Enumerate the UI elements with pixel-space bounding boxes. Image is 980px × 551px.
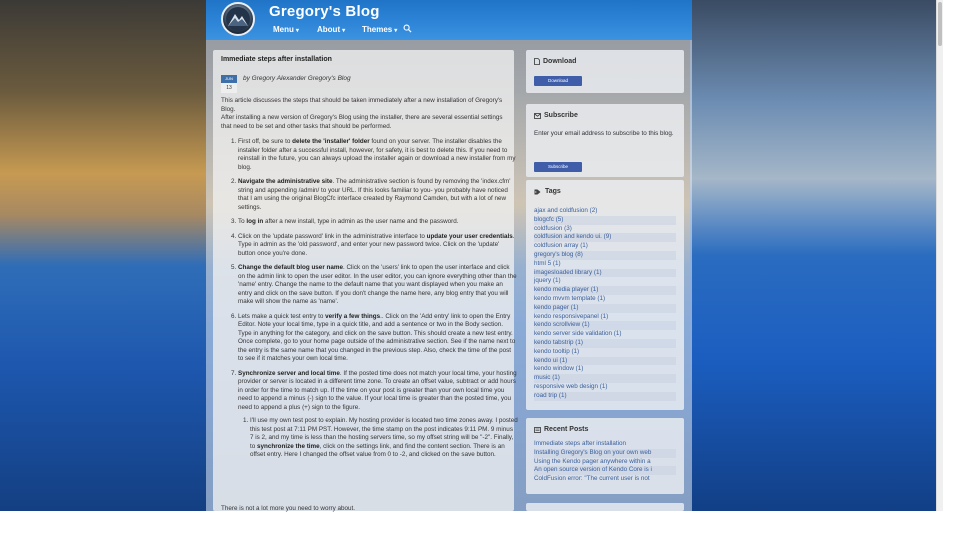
tag-link[interactable]: kendo window (1) — [534, 365, 584, 373]
post-continuation: There is not a lot more you need to worry about. — [221, 505, 356, 512]
download-button[interactable]: Download — [534, 76, 582, 86]
recent-post-link[interactable]: An open source version of Kendo Core is i — [534, 466, 676, 475]
sub-steps-list — [238, 417, 518, 460]
tag-link[interactable]: kendo tabstrip (1) — [534, 339, 676, 348]
post-intro — [221, 97, 503, 131]
nav-themes[interactable] — [362, 25, 397, 34]
tag-link[interactable]: kendo scrollview (1) — [534, 321, 676, 330]
newspaper-icon — [534, 427, 541, 433]
step-item — [238, 370, 518, 460]
nav-about[interactable] — [317, 25, 345, 34]
tag-link[interactable]: kendo server side validation (1) — [534, 330, 622, 338]
nav-about-label: About — [317, 25, 341, 34]
step-text: , click on the settings link, and find the content section. There is an offset entry. Here I changed the offset value from 0 to -2, and clicked on the save button. — [250, 442, 505, 458]
tag-link[interactable]: responsive web design (1) — [534, 382, 608, 390]
date-badge — [221, 75, 237, 95]
download-title-text: Download — [543, 58, 577, 65]
next-panel — [526, 503, 684, 511]
tag-link[interactable]: kendo responsivepanel (1) — [534, 312, 609, 320]
tag-link[interactable]: gregory's blog (8) — [534, 251, 676, 260]
background-left — [0, 0, 206, 511]
step-text: . Type in admin as the 'old password', and enter your new password twice. Click on the 'update' button once you're done. — [238, 232, 515, 257]
nav-menu-label: Menu — [273, 25, 294, 34]
subscribe-title — [534, 112, 578, 119]
tag-link[interactable]: coldfusion and kendo ui. (9) — [534, 233, 676, 242]
subscribe-button[interactable]: Subscribe — [534, 162, 582, 172]
step-bold: Change the default blog user name — [238, 264, 343, 271]
file-icon — [534, 58, 540, 65]
blog-title[interactable]: Gregory's Blog — [269, 3, 380, 20]
mountain-logo-icon — [225, 6, 251, 32]
tag-link[interactable]: blogcfc (5) — [534, 216, 676, 225]
tag-link[interactable]: kendo tooltip (1) — [534, 347, 580, 355]
envelope-icon — [534, 113, 541, 119]
blog-logo[interactable] — [221, 2, 255, 36]
page-bottom — [0, 511, 980, 551]
recent-posts-title-text: Recent Posts — [544, 426, 589, 433]
step-item — [238, 264, 518, 307]
tag-link[interactable]: coldfusion array (1) — [534, 242, 588, 250]
subscribe-description: Enter your email address to subscribe to this blog. — [534, 130, 674, 137]
intro-paragraph-1: This article discusses the steps that should be taken immediately after a new installation of Gregory's Blog. — [221, 97, 503, 113]
tag-list — [534, 207, 676, 401]
step-text: . Click on the 'users' link to open the user interface and click on the admin link to open the user editor. In the user editor, you can ignore everything other than the 'name' entry. Change the name to the default name that you want displayed when you make an entry and click on the save button. If you don't change the name here, any blog entry that you will make will show the name as 'name'. — [238, 264, 517, 305]
step-text: found on your server. The installer disables the installer folder after a successful install, however, for safety, it is best to delete this. If you need to reinstall in the future, you can always upload the installer again or download a new installer from my blog. — [238, 138, 516, 171]
tag-link[interactable]: imagesloaded library (1) — [534, 269, 676, 278]
post-title[interactable]: Immediate steps after installation — [221, 56, 332, 63]
step-bold: Navigate the administrative site — [238, 178, 333, 185]
recent-post-link[interactable]: ColdFusion error: "The current user is not — [534, 475, 650, 483]
date-month: JUN — [221, 75, 237, 83]
tag-link[interactable]: kendo media player (1) — [534, 286, 676, 295]
tag-link[interactable]: road trip (1) — [534, 392, 676, 401]
tag-link[interactable]: jquery (1) — [534, 277, 561, 285]
download-title — [534, 58, 576, 65]
step-item — [238, 138, 518, 172]
step-bold: log in — [246, 218, 264, 225]
step-text: I'll use my own test post to explain. My hosting provider is located two time zones away. I posted this test post at 7:11 PM PST. However, the time stamp on the post indicates 9:11 PM. 9 minus 7 is 2, and my time is less than the hosting servers time, so my offset string will be "-2". Finally, to — [250, 417, 518, 450]
step-text: after a new install, type in admin as the user name and the password. — [263, 218, 459, 225]
step-bold: verify a few things — [325, 312, 381, 320]
subscribe-panel — [526, 104, 684, 177]
step-item — [238, 233, 518, 259]
tag-link[interactable]: html 5 (1) — [534, 259, 561, 267]
nav-menu[interactable] — [273, 25, 299, 34]
tag-link[interactable]: ajax and coldfusion (2) — [534, 207, 598, 214]
download-panel — [526, 50, 684, 93]
step-item — [238, 313, 518, 364]
step-item — [238, 218, 518, 227]
step-bold: synchronize the time — [257, 442, 320, 450]
sub-step-item — [250, 417, 518, 460]
subscribe-title-text: Subscribe — [544, 112, 578, 119]
caret-down-icon: ▾ — [394, 28, 398, 34]
step-bold: delete the 'installer' folder — [292, 138, 370, 145]
scrollbar-thumb[interactable] — [938, 2, 942, 46]
tag-link[interactable]: kendo pager (1) — [534, 304, 676, 313]
intro-paragraph-2: After installing a new version of Gregory's Blog using the installer, there are several essential settings that need to be set and other tasks that should be performed. — [221, 114, 503, 130]
caret-down-icon: ▾ — [295, 28, 299, 34]
step-text: Lets make a quick test entry to — [238, 312, 326, 320]
step-item — [238, 178, 518, 212]
tag-link[interactable]: coldfusion (3) — [534, 224, 572, 232]
post-byline: by Gregory Alexander Gregory's Blog — [243, 75, 351, 82]
step-bold: Synchronize server and local time — [238, 369, 340, 377]
step-text: . If the posted time does not match your local time, your hosting provider or server is located in a different time zone. To create an offset value, subtract or add hours in order for the time to match up. If the time on your post is greater than your own local time you need to append a minus (-) sign to the value. If your local time is greater than the posted time, you need to append a plus (+) sign to the figure. — [238, 369, 517, 411]
recent-post-link[interactable]: Installing Gregory's Blog on your own web — [534, 449, 676, 458]
search-icon[interactable] — [403, 24, 412, 33]
tags-icon — [534, 189, 542, 195]
background-right — [690, 0, 936, 511]
tags-panel — [526, 180, 684, 410]
page-scrollbar[interactable] — [936, 0, 943, 511]
step-text: . The administrative section is found by removing the 'index.cfm' string and appending /admin/ to your URL. If this looks familiar to you- you probably have noticed that I am using the original BlogCfc interface created by Raymond Camden, but with a lot of new settings. — [238, 178, 511, 211]
recent-post-link[interactable]: Immediate steps after installation — [534, 440, 627, 447]
recent-post-link[interactable]: Using the Kendo pager anywhere within a — [534, 457, 651, 465]
nav-themes-label: Themes — [362, 25, 393, 34]
tags-title-text: Tags — [545, 188, 561, 195]
tags-title — [534, 188, 561, 195]
tag-link[interactable]: kendo mvvm template (1) — [534, 294, 606, 302]
step-text: Click on the 'update password' link in the administrative interface to — [238, 232, 427, 240]
step-text: To — [238, 218, 247, 225]
recent-posts-title — [534, 426, 588, 433]
steps-list — [228, 138, 518, 466]
tag-link[interactable]: kendo ui (1) — [534, 357, 676, 366]
step-text: .. Click on the 'Add entry' link to open the Entry Editor. Note your local time, type in a quick title, and add a sentence or two in the Body section. Type in anything for the category, and click on the save button. This should create a new test entry. Once complete, go to your home page outside of the administrative section. See if the name next to the entry is the same name that you changed in the previous step. Also, check the time of the post to see if it matches your own local time. — [238, 312, 516, 362]
date-day: 13 — [221, 83, 237, 93]
step-text: First off, be sure to — [238, 138, 293, 145]
recent-posts-panel — [526, 418, 684, 494]
recent-posts-list — [534, 440, 676, 484]
tag-link[interactable]: music (1) — [534, 374, 676, 383]
step-bold: update your user credentials — [426, 232, 513, 240]
caret-down-icon: ▾ — [342, 28, 346, 34]
